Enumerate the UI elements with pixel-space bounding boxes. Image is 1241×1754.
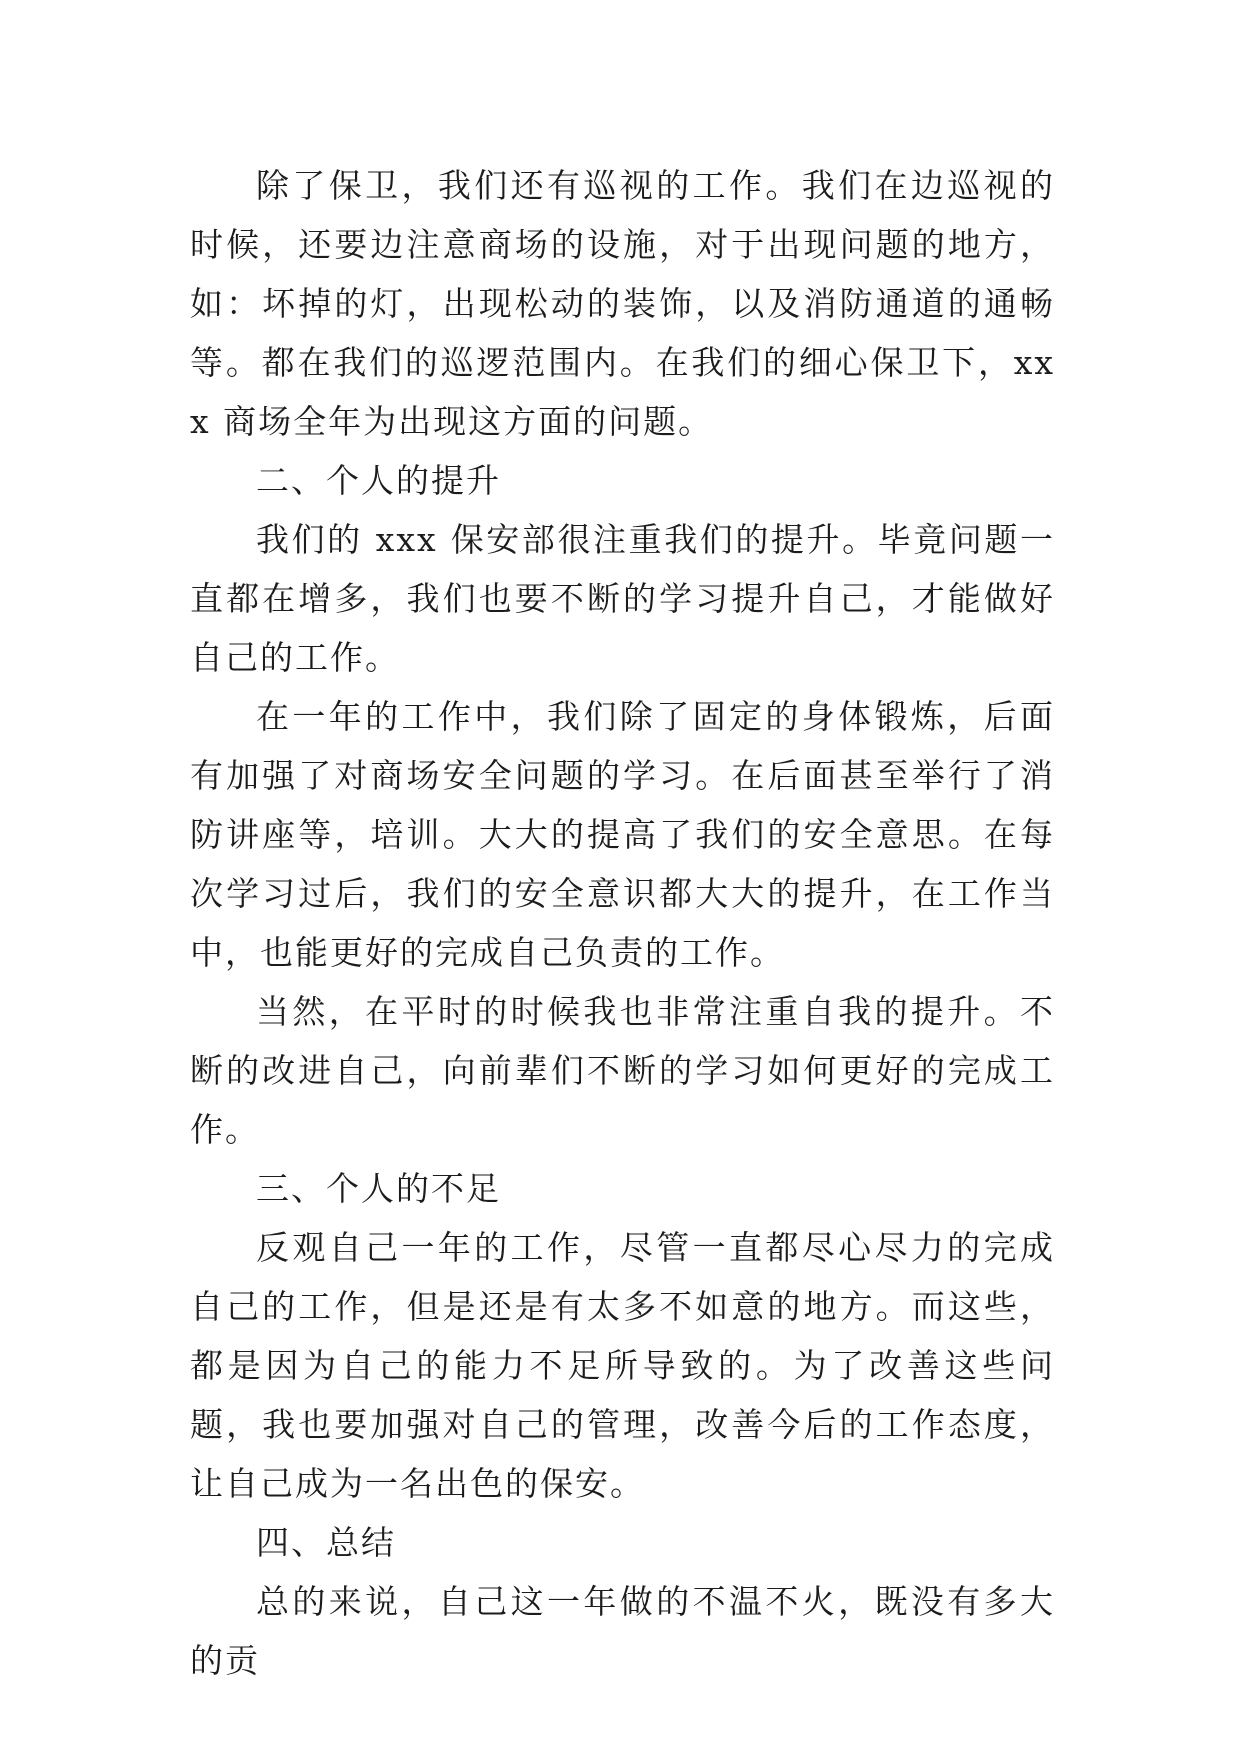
paragraph-year-training: 在一年的工作中，我们除了固定的身体锻炼，后面有加强了对商场安全问题的学习。在后面甚至举行了消防讲座等，培训。大大的提高了我们的安全意思。在每次学习过后，我们的安全意识都大大的提升，在工作当中，也能更好的完成自己负责的工作。 xyxy=(190,697,1055,972)
document-body xyxy=(190,156,1055,1690)
heading-personal-improvement: 二、个人的提升 xyxy=(256,461,501,500)
paragraph-shortcomings: 反观自己一年的工作，尽管一直都尽心尽力的完成自己的工作，但是还是有太多不如意的地方。而这些，都是因为自己的能力不足所导致的。为了改善这些问题，我也要加强对自己的管理，改善今后的工作态度，让自己成为一名出色的保安。 xyxy=(190,1228,1055,1503)
paragraph-self-improvement: 当然，在平时的时候我也非常注重自我的提升。不断的改进自己，向前辈们不断的学习如何更好的完成工作。 xyxy=(190,992,1055,1149)
paragraph-summary: 总的来说，自己这一年做的不温不火，既没有多大的贡 xyxy=(190,1582,1055,1680)
paragraph-patrol-duties: 除了保卫，我们还有巡视的工作。我们在边巡视的时候，还要边注意商场的设施，对于出现问题的地方，如：坏掉的灯，出现松动的装饰，以及消防通道的通畅等。都在我们的巡逻范围内。在我们的细心保卫下，xxx 商场全年为出现这方面的问题。 xyxy=(190,166,1055,441)
heading-summary: 四、总结 xyxy=(256,1523,396,1562)
heading-shortcomings: 三、个人的不足 xyxy=(256,1169,501,1208)
paragraph-department-training: 我们的 xxx 保安部很注重我们的提升。毕竟问题一直都在增多，我们也要不断的学习提升自己，才能做好自己的工作。 xyxy=(190,520,1055,677)
